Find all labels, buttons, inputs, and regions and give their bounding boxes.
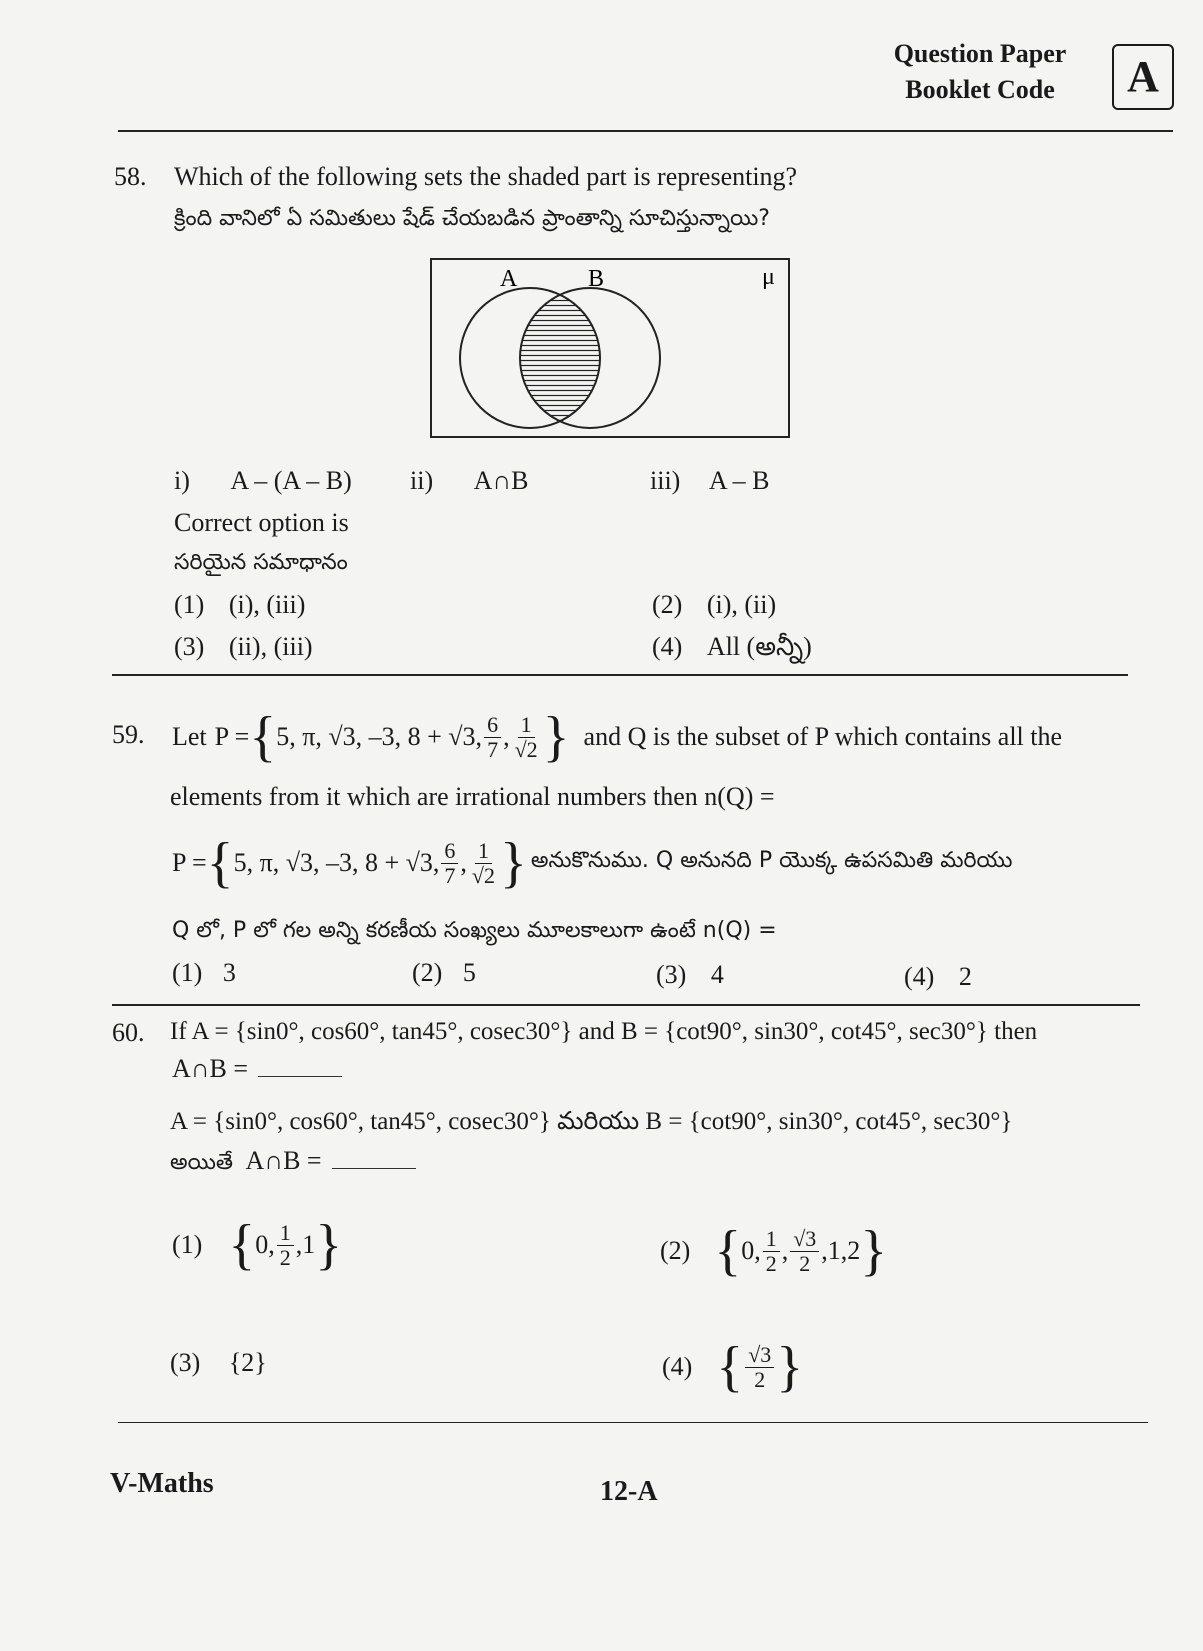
footer-subject: V-Maths [110, 1468, 214, 1499]
fraction-denominator: 2 [799, 1250, 811, 1276]
option-4[interactable] [652, 632, 812, 668]
option-number: (1) [172, 958, 203, 987]
question-number: 59. [112, 720, 145, 749]
option-1[interactable] [172, 1210, 342, 1280]
option-pre: 0, [741, 1236, 761, 1265]
option-text: (i), (iii) [228, 590, 306, 619]
fraction-denominator: 7 [444, 862, 456, 888]
question-text-te-rest: అనుకొనుము. Q అనునది P యొక్క ఉపసమితి మరియు [530, 848, 1013, 873]
option-number: (1) [172, 1230, 203, 1259]
statement-number: ii) [410, 466, 434, 495]
header-line-2: Booklet Code [905, 75, 1055, 104]
question-line-1: If A = {sin0°, cos60°, tan45°, cosec30°} and B = {cot90°, sin30°, cot45°, sec30°} then [170, 1018, 1038, 1045]
option-fraction [745, 1343, 774, 1392]
question-line-2 [172, 1054, 342, 1084]
statement-number: iii) [650, 466, 681, 495]
option-number: (4) [904, 962, 935, 991]
fraction-one-root-two [512, 713, 541, 762]
option-fraction-2 [790, 1227, 819, 1276]
option-mid: , [781, 1236, 789, 1265]
question-line-te-1 [172, 826, 1012, 900]
fraction-numerator: 1 [518, 713, 535, 738]
set-lhs: P = [214, 722, 250, 751]
header-divider [118, 130, 1173, 132]
question-line-te-1: A = {sin0°, cos60°, tan45°, cosec30°} మరియు B = {cot90°, sin30°, cot45°, sec30°} [170, 1108, 1013, 1135]
option-fraction [277, 1221, 294, 1270]
statement-number: i) [174, 466, 190, 495]
statement-expr: A – B [708, 466, 770, 495]
fraction-numerator: √3 [790, 1227, 819, 1252]
option-post: ,1,2 [821, 1236, 861, 1265]
right-brace-glyph: } [776, 1336, 804, 1398]
left-brace-glyph: { [249, 706, 277, 768]
comma: , [460, 848, 467, 877]
statement-expr: A – (A – B) [230, 466, 352, 495]
fraction-one-root-two [469, 839, 498, 888]
let-word: Let [172, 722, 207, 751]
intersection-expr: A∩B = [245, 1146, 322, 1175]
fraction-numerator: 1 [475, 839, 492, 864]
answer-blank [332, 1168, 416, 1169]
option-fraction [763, 1227, 780, 1276]
option-text: 5 [462, 958, 476, 987]
option-text: 3 [222, 958, 236, 987]
answer-blank [258, 1076, 342, 1077]
fraction-six-sevenths [484, 713, 501, 762]
right-brace-glyph: } [315, 1214, 343, 1276]
statement-2 [410, 466, 529, 496]
question-number: 60. [112, 1018, 145, 1047]
left-brace-glyph: { [206, 832, 234, 894]
left-brace-glyph: { [228, 1214, 256, 1276]
option-3[interactable] [656, 960, 724, 990]
right-brace-glyph: } [499, 832, 527, 894]
question-divider [112, 674, 1128, 676]
option-text: All (అన్నీ) [706, 632, 812, 661]
left-brace-glyph: { [716, 1336, 744, 1398]
option-text: 4 [710, 960, 724, 989]
intersection-expr: A∩B = [172, 1054, 249, 1083]
te-prefix: అయితే [170, 1150, 234, 1175]
left-brace-glyph: { [714, 1220, 742, 1282]
fraction-numerator: 6 [484, 713, 501, 738]
question-number: 58. [114, 162, 147, 191]
right-brace-glyph: } [860, 1220, 888, 1282]
fraction-denominator: √2 [471, 862, 495, 888]
option-post: ,1 [295, 1230, 316, 1259]
question-text-en-rest: and Q is the subset of P which contains all the [583, 722, 1063, 751]
booklet-code-box: A [1112, 44, 1174, 110]
right-brace-glyph: } [542, 706, 570, 768]
fraction-numerator: 1 [277, 1221, 294, 1246]
question-line-2: elements from it which are irrational numbers then n(Q) = [170, 782, 775, 811]
booklet-code-label [860, 36, 1100, 108]
set-lhs: P = [172, 848, 207, 877]
option-text: (i), (ii) [706, 590, 777, 619]
fraction-denominator: 2 [754, 1366, 766, 1392]
option-2[interactable] [660, 1214, 887, 1288]
set-elements: 5, π, √3, –3, 8 + √3, [276, 722, 483, 751]
option-3[interactable] [174, 632, 313, 662]
set-a-label: A [500, 266, 518, 292]
option-2[interactable] [412, 958, 476, 988]
option-1[interactable] [172, 958, 236, 988]
option-text: 2 [958, 962, 972, 991]
option-text: {2} [228, 1348, 267, 1377]
question-text-te: క్రింది వానిలో ఏ సమితులు షేడ్ చేయబడిన ప్రాంతాన్ని సూచిస్తున్నాయి? [174, 206, 770, 231]
universal-set-label: μ [762, 264, 775, 290]
option-2[interactable] [652, 590, 776, 620]
option-number: (1) [174, 590, 205, 619]
option-3[interactable] [170, 1348, 267, 1378]
footer-divider [118, 1422, 1148, 1423]
option-pre: 0, [255, 1230, 275, 1259]
option-number: (2) [660, 1236, 691, 1265]
question-line-te-2: Q లో, P లో గల అన్ని కరణీయ సంఖ్యలు మూలకాలుగా ఉంటే n(Q) = [172, 918, 777, 943]
option-4[interactable] [662, 1330, 803, 1404]
option-4[interactable] [904, 962, 972, 992]
fraction-numerator: 6 [441, 839, 458, 864]
option-number: (3) [656, 960, 687, 989]
set-b-label: B [588, 266, 605, 292]
fraction-six-sevenths [441, 839, 458, 888]
fraction-denominator: 2 [765, 1250, 777, 1276]
option-text: (ii), (iii) [228, 632, 313, 661]
header-line-1: Question Paper [893, 39, 1067, 68]
option-number: (4) [652, 632, 683, 661]
option-number: (2) [652, 590, 683, 619]
set-elements: 5, π, √3, –3, 8 + √3, [233, 848, 440, 877]
option-number: (2) [412, 958, 443, 987]
statement-1 [174, 466, 352, 496]
question-line-1 [172, 700, 1062, 774]
option-number: (4) [662, 1352, 693, 1381]
fraction-numerator: √3 [745, 1343, 774, 1368]
fraction-numerator: 1 [763, 1227, 780, 1252]
option-number: (3) [174, 632, 205, 661]
question-line-te-2 [170, 1146, 416, 1180]
fraction-denominator: 7 [487, 736, 499, 762]
statement-3 [650, 466, 770, 496]
fraction-denominator: √2 [514, 736, 538, 762]
statement-expr: A∩B [473, 466, 529, 495]
venn-diagram [430, 258, 790, 438]
question-text-en: Which of the following sets the shaded part is representing? [174, 162, 798, 191]
prompt-te: సరియైన సమాధానం [174, 550, 348, 575]
option-number: (3) [170, 1348, 201, 1377]
fraction-denominator: 2 [279, 1244, 291, 1270]
comma: , [503, 722, 510, 751]
prompt-en: Correct option is [174, 508, 349, 537]
option-1[interactable] [174, 590, 305, 620]
question-divider [112, 1004, 1140, 1006]
footer-page-number: 12-A [600, 1476, 658, 1507]
